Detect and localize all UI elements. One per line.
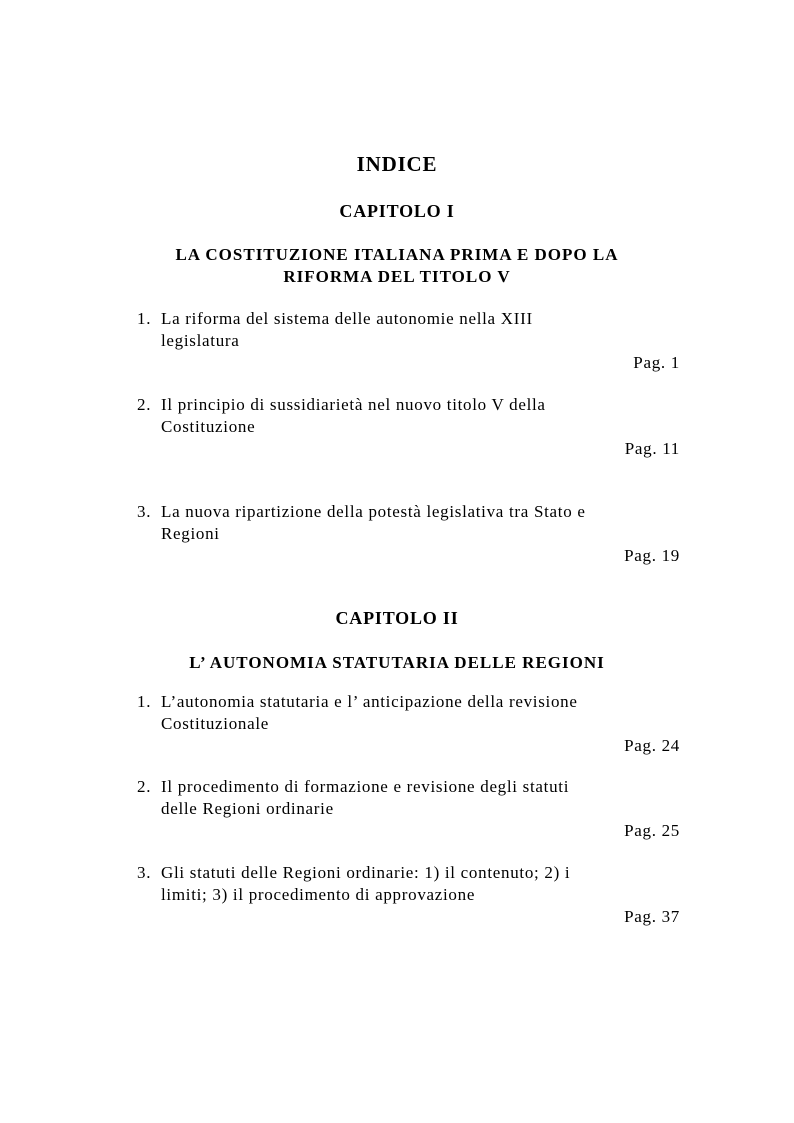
entry-page-number: Pag. 11 bbox=[624, 439, 680, 458]
toc-entry[interactable] bbox=[137, 862, 680, 928]
toc-entry[interactable] bbox=[137, 501, 680, 567]
toc-entry[interactable] bbox=[137, 776, 680, 842]
entry-title-line: Regioni bbox=[161, 524, 220, 543]
toc-entry[interactable] bbox=[137, 691, 680, 757]
entry-page-number: Pag. 24 bbox=[624, 736, 680, 755]
entry-page-number: Pag. 37 bbox=[624, 907, 680, 926]
entry-number: 1. bbox=[137, 692, 152, 711]
entry-title-line: limiti; 3) il procedimento di approvazione bbox=[161, 885, 476, 904]
chapter-2-heading: CAPITOLO II bbox=[335, 608, 459, 628]
entry-title-line: legislatura bbox=[161, 331, 240, 350]
chapter-1-subtitle-line: LA COSTITUZIONE ITALIANA PRIMA E DOPO LA bbox=[175, 245, 619, 264]
toc-entry[interactable] bbox=[137, 394, 680, 460]
entry-title-line: La riforma del sistema delle autonomie nella XIII bbox=[161, 309, 533, 328]
entry-page-number: Pag. 25 bbox=[624, 821, 680, 840]
entry-page-number: Pag. 19 bbox=[624, 546, 680, 565]
entry-title-line: La nuova ripartizione della potestà legislativa tra Stato e bbox=[161, 502, 586, 521]
entry-number: 3. bbox=[137, 863, 152, 882]
entry-page-number: Pag. 1 bbox=[633, 353, 680, 372]
chapter-1-heading: CAPITOLO I bbox=[339, 201, 455, 221]
entry-title-line: Gli statuti delle Regioni ordinarie: 1) il contenuto; 2) i bbox=[161, 863, 571, 882]
entry-number: 2. bbox=[137, 395, 152, 414]
entry-title-line: Costituzione bbox=[161, 417, 256, 436]
entry-title-line: delle Regioni ordinarie bbox=[161, 799, 334, 818]
entry-title-line: L’autonomia statutaria e l’ anticipazione della revisione bbox=[161, 692, 578, 711]
toc-entry[interactable] bbox=[137, 308, 680, 374]
entry-title-line: Costituzionale bbox=[161, 714, 270, 733]
chapter-1-subtitle-line: RIFORMA DEL TITOLO V bbox=[283, 267, 511, 286]
chapter-2-subtitle-line: L’ AUTONOMIA STATUTARIA DELLE REGIONI bbox=[189, 653, 605, 672]
chapter-2-subtitle bbox=[0, 652, 794, 674]
chapter-1-subtitle bbox=[0, 244, 794, 288]
entry-number: 2. bbox=[137, 777, 152, 796]
entry-title-line: Il principio di sussidiarietà nel nuovo titolo V della bbox=[161, 395, 546, 414]
entry-number: 3. bbox=[137, 502, 152, 521]
page-title: INDICE bbox=[356, 152, 438, 176]
entry-title-line: Il procedimento di formazione e revisione degli statuti bbox=[161, 777, 570, 796]
entry-number: 1. bbox=[137, 309, 152, 328]
